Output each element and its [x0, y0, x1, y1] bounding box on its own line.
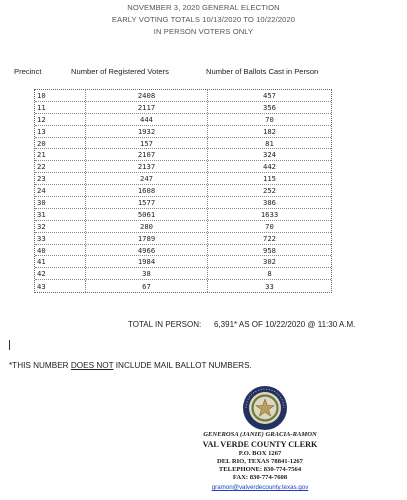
- mail-ballot-note: [9, 361, 252, 370]
- ballots-cast-cell: 302: [263, 257, 276, 267]
- precinct-cell: 42: [35, 268, 86, 279]
- registered-voters-cell: 38: [86, 268, 208, 279]
- registered-voters-cell: 2117: [86, 102, 208, 113]
- ballots-cast-cell: 8: [267, 269, 272, 279]
- registered-voters-cell: 280: [86, 221, 208, 232]
- ballots-cast-cell: 70: [265, 221, 274, 231]
- table-row: [35, 138, 331, 150]
- note-text-after: INCLUDE MAIL BALLOT NUMBERS.: [113, 361, 252, 370]
- table-row: [35, 268, 331, 280]
- table-row: [35, 221, 331, 233]
- table-row: [35, 185, 331, 197]
- ballots-cast-cell: 81: [265, 138, 274, 148]
- registered-voters-cell: 1789: [86, 233, 208, 244]
- ballots-cast-cell: 33: [265, 281, 274, 291]
- precinct-cell: 12: [35, 114, 86, 125]
- ballots-cast-cell: 1633: [260, 209, 279, 219]
- table-row: [35, 102, 331, 114]
- table-row: [35, 161, 331, 173]
- precinct-cell: 43: [35, 280, 86, 292]
- header-in-person-only: IN PERSON VOTERS ONLY: [153, 27, 254, 36]
- clerk-telephone: TELEPHONE: 830-774-7564: [218, 466, 302, 473]
- precinct-cell: 30: [35, 197, 86, 208]
- precinct-cell: 23: [35, 173, 86, 184]
- registered-voters-cell: 5061: [86, 209, 208, 220]
- total-value: 6,391* AS OF 10/22/2020 @ 11:30 A.M.: [214, 320, 356, 329]
- registered-voters-cell: 2107: [86, 149, 208, 160]
- ballots-cast-cell: 457: [263, 90, 276, 100]
- precinct-cell: 24: [35, 185, 86, 196]
- table-row: [35, 149, 331, 161]
- header-election-title: NOVEMBER 3, 2020 GENERAL ELECTION: [127, 3, 280, 12]
- registered-voters-cell: 2408: [86, 90, 208, 101]
- total-label: TOTAL IN PERSON:: [128, 320, 202, 329]
- registered-voters-cell: 1932: [86, 126, 208, 137]
- ballots-cast-cell: 356: [263, 102, 276, 112]
- precinct-cell: 41: [35, 256, 86, 267]
- table-row: [35, 280, 331, 292]
- clerk-fax: FAX: 830-774-7608: [232, 474, 288, 481]
- table-row: [35, 209, 331, 221]
- precinct-table: [34, 89, 332, 293]
- precinct-cell: 20: [35, 138, 86, 149]
- ballots-cast-cell: 324: [263, 150, 276, 160]
- text-cursor: [9, 340, 10, 350]
- clerk-po-box: P.O. BOX 1267: [238, 450, 282, 457]
- county-clerk-seal-icon: [237, 384, 293, 432]
- clerk-city: DEL RIO, TEXAS 78841-1267: [217, 458, 303, 465]
- ballots-cast-cell: 182: [263, 126, 276, 136]
- ballots-cast-cell: 442: [263, 162, 276, 172]
- column-header-precinct: Precinct: [14, 67, 42, 76]
- registered-voters-cell: 1608: [86, 185, 208, 196]
- ballots-cast-cell: 70: [265, 114, 274, 124]
- registered-voters-cell: 2137: [86, 161, 208, 172]
- ballots-cast-cell: 958: [263, 245, 276, 255]
- precinct-cell: 10: [35, 90, 86, 101]
- header-early-voting-range: EARLY VOTING TOTALS 10/13/2020 TO 10/22/2020: [111, 15, 296, 24]
- precinct-cell: 31: [35, 209, 86, 220]
- ballots-cast-cell: 115: [263, 174, 276, 184]
- column-header-registered-voters: Number of Registered Voters: [71, 67, 169, 76]
- table-row: [35, 114, 331, 126]
- table-row: [35, 245, 331, 257]
- ballots-cast-cell: 252: [263, 186, 276, 196]
- precinct-cell: 32: [35, 221, 86, 232]
- table-row: [35, 173, 331, 185]
- table-row: [35, 126, 331, 138]
- precinct-cell: 33: [35, 233, 86, 244]
- precinct-cell: 21: [35, 149, 86, 160]
- registered-voters-cell: 67: [86, 280, 208, 292]
- precinct-cell: 22: [35, 161, 86, 172]
- table-row: [35, 197, 331, 209]
- clerk-title: VAL VERDE COUNTY CLERK: [202, 440, 318, 449]
- precinct-cell: 11: [35, 102, 86, 113]
- note-text-before: *THIS NUMBER: [9, 361, 71, 370]
- precinct-cell: 40: [35, 245, 86, 256]
- column-header-ballots-cast: Number of Ballots Cast in Person: [206, 67, 319, 76]
- clerk-email-link[interactable]: gramon@valverdecounty.texas.gov: [211, 484, 309, 491]
- registered-voters-cell: 1577: [86, 197, 208, 208]
- table-row: [35, 233, 331, 245]
- clerk-name: GENEROSA (JANIE) GRACIA-RAMON: [203, 431, 317, 438]
- table-row: [35, 90, 331, 102]
- registered-voters-cell: 247: [86, 173, 208, 184]
- table-row: [35, 256, 331, 268]
- registered-voters-cell: 4966: [86, 245, 208, 256]
- registered-voters-cell: 157: [86, 138, 208, 149]
- registered-voters-cell: 1984: [86, 256, 208, 267]
- ballots-cast-cell: 386: [263, 197, 276, 207]
- note-emphasis: DOES NOT: [70, 361, 114, 370]
- ballots-cast-cell: 722: [263, 233, 276, 243]
- precinct-cell: 13: [35, 126, 86, 137]
- registered-voters-cell: 444: [86, 114, 208, 125]
